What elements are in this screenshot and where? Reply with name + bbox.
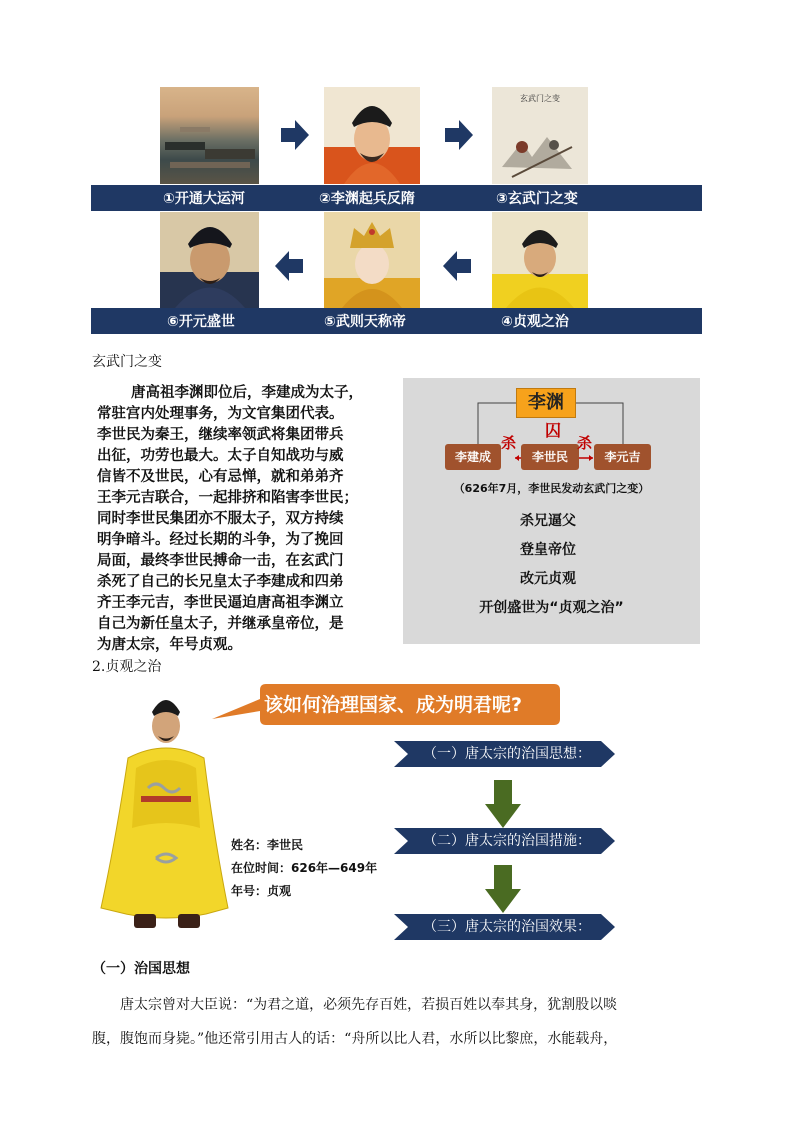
wu-zetian-portrait	[324, 212, 420, 308]
paragraph-line: 杀死了自己的长兄皇太子李建成和四弟	[97, 574, 344, 590]
section-heading-xuanwu: 玄武门之变	[92, 354, 162, 370]
profile-era: 年号：贞观	[231, 884, 292, 898]
question-speech-bubble	[210, 681, 562, 729]
paragraph-line: 唐高祖李渊即位后，李建成为太子，	[131, 385, 363, 401]
step-governance-thought	[408, 741, 601, 767]
down-arrow-icon	[485, 865, 521, 913]
timeline-item-4: ④贞观之治	[501, 314, 569, 330]
kill-left-glyph: 杀	[501, 434, 517, 452]
result-4: 开创盛世为“贞观之治”	[479, 600, 624, 616]
xuanwu-diagram-panel	[403, 378, 700, 644]
step-governance-effect	[408, 914, 601, 940]
profile-name: 姓名：李世民	[231, 838, 304, 852]
paragraph-line: 局面，最终李世民搏命一击，在玄武门	[97, 553, 344, 569]
paragraph-line: 信皆不及世民，心有忌惮，就和弟弟齐	[97, 469, 344, 485]
li-jiancheng-box: 李建成	[445, 444, 501, 470]
paragraph-line: 出征，功劳也最大。太子自知战功与威	[97, 448, 344, 464]
timeline-item-1: ①开通大运河	[163, 191, 245, 207]
paragraph-line: 常驻宫内处理事务，为文官集团代表。	[97, 406, 344, 422]
result-1: 杀兄逼父	[520, 513, 576, 529]
down-arrow-icon	[485, 780, 521, 828]
thought-paragraph	[92, 988, 704, 1056]
result-2: 登皇帝位	[520, 542, 576, 558]
section-heading-zhenguan: 2.贞观之治	[92, 659, 162, 675]
timeline-item-5: ⑤武则天称帝	[324, 314, 406, 330]
paragraph-line: 王李元吉联合，一起排挤和陷害李世民；	[97, 490, 358, 506]
timeline-band-top	[91, 185, 702, 211]
diagram-caption: （626年7月，李世民发动玄武门之变）	[453, 482, 650, 495]
xuanzong-portrait	[160, 212, 259, 308]
profile-reign: 在位时间：626年—649年	[231, 861, 378, 875]
li-shimin-box: 李世民	[521, 444, 579, 470]
timeline-band-bottom	[91, 308, 702, 334]
taizong-portrait	[492, 212, 588, 308]
question-text: 该如何治理国家、成为明君呢?	[264, 694, 523, 716]
step-label: （二）唐太宗的治国措施：	[423, 833, 591, 849]
result-3: 改元贞观	[520, 571, 576, 587]
timeline-item-2: ②李渊起兵反隋	[319, 191, 415, 207]
step-governance-measures	[408, 828, 601, 854]
paragraph-line: 齐王李元吉，李世民逼迫唐高祖李渊立	[97, 595, 344, 611]
section-heading-thought: （一）治国思想	[92, 961, 190, 977]
paragraph-line: 自己为新任皇太子，并继承皇帝位，是	[97, 616, 344, 632]
kill-right-glyph: 杀	[577, 434, 593, 452]
paragraph-line: 为唐太宗，年号贞观。	[97, 637, 242, 653]
step-label: （三）唐太宗的治国效果：	[423, 919, 591, 935]
painting-inscription: 玄武门之变	[520, 94, 560, 103]
timeline-item-3: ③玄武门之变	[496, 191, 578, 207]
li-yuanji-box: 李元吉	[594, 444, 651, 470]
thought-line: 腹，腹饱而身毙。”他还常引用古人的话：“舟所以比人君，水所以比黎庶，水能载舟，	[92, 1031, 618, 1047]
paragraph-line: 明争暗斗。经过长期的斗争，为了挽回	[97, 532, 344, 548]
xuanwu-gate-painting	[492, 87, 588, 184]
paragraph-line: 李世民为秦王，继续率领武将集团带兵	[97, 427, 344, 443]
timeline-item-6: ⑥开元盛世	[167, 314, 235, 330]
step-label: （一）唐太宗的治国思想：	[423, 746, 591, 762]
li-yuan-portrait	[324, 87, 420, 184]
xuanwu-paragraph	[97, 383, 397, 656]
imprison-glyph: 囚	[545, 421, 562, 440]
li-yuan-box: 李渊	[516, 388, 576, 418]
thought-line: 唐太宗曾对大臣说：“为君之道，必须先存百姓，若损百姓以奉其身，犹割股以啖	[120, 997, 618, 1013]
paragraph-line: 同时李世民集团亦不服太子，双方持续	[97, 511, 344, 527]
grand-canal-painting	[160, 87, 259, 184]
profile-info	[231, 834, 377, 903]
